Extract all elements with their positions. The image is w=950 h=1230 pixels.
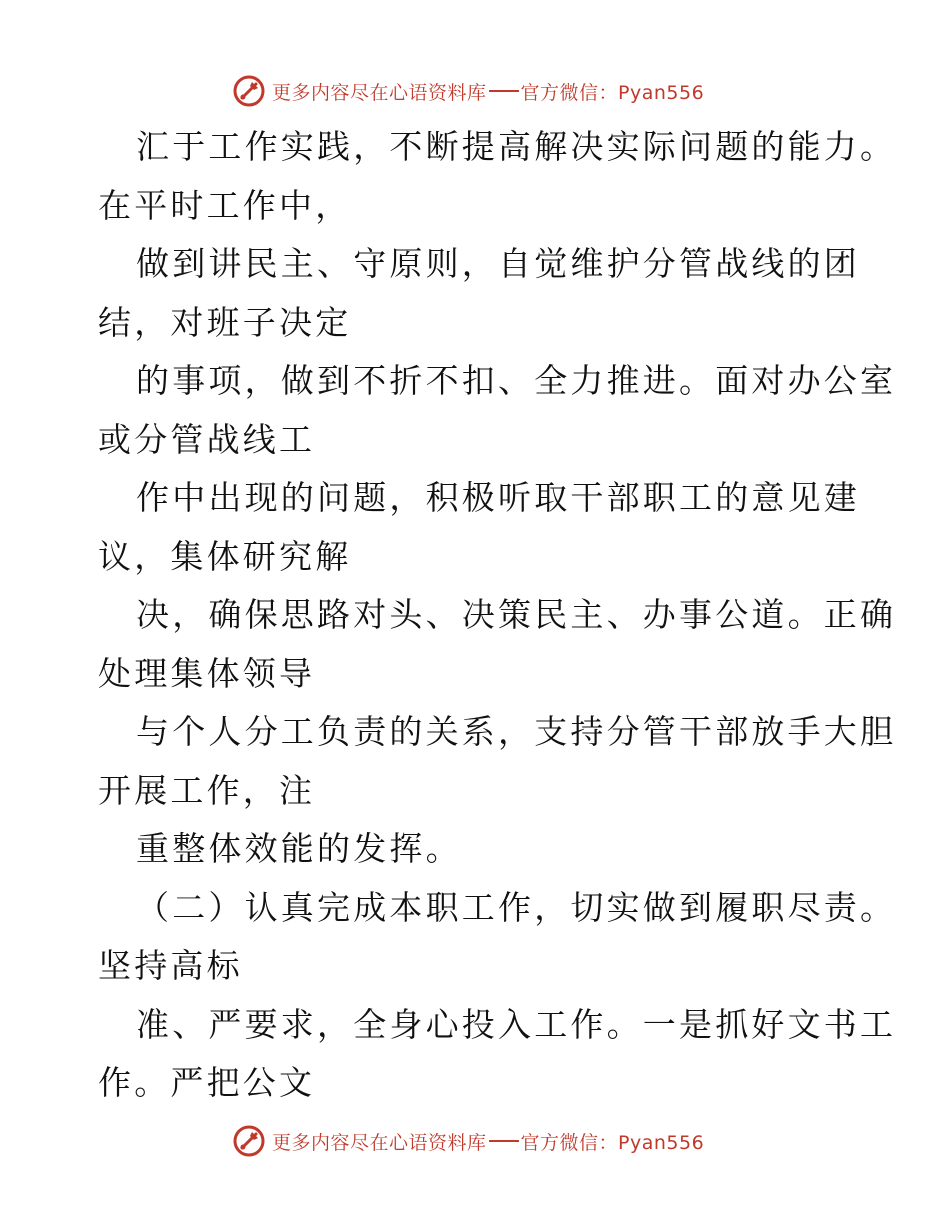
text-line: 坚持高标 [98, 946, 243, 985]
watermark-dash [489, 1140, 519, 1142]
logo-icon [232, 1124, 266, 1158]
text-line: 准、严要求，全身心投入工作。一是抓好文书工 [136, 1004, 897, 1044]
text-line: 议，集体研究解 [98, 536, 352, 576]
header-watermark [232, 74, 704, 108]
watermark-dash [489, 90, 519, 92]
text-line: 开展工作，注 [98, 770, 316, 810]
text-line: 决，确保思路对头、决策民主、办事公道。正确 [136, 595, 897, 634]
text-line: 作中出现的问题，积极听取干部职工的意见建 [136, 478, 860, 517]
watermark-text: 更多内容尽在心语资料库 [272, 81, 487, 104]
logo-icon [232, 74, 266, 108]
text-line: 重整体效能的发挥。 [136, 829, 462, 868]
text-line: 的事项，做到不折不扣、全力推进。面对办公室 [136, 361, 897, 400]
text-line: 结，对班子决定 [98, 302, 352, 342]
watermark-text: 更多内容尽在心语资料库 [272, 1131, 487, 1154]
text-line: 或分管战线工 [98, 419, 316, 459]
watermark-wechat: 官方微信：Pyan556 [520, 1131, 705, 1154]
text-line: （二）认真完成本职工作，切实做到履职尽责。 [136, 887, 897, 927]
footer-watermark [232, 1124, 704, 1158]
text-line: 与个人分工负责的关系，支持分管干部放手大胆 [136, 712, 897, 751]
text-line: 在平时工作中， [98, 185, 352, 225]
document-body [98, 118, 897, 1113]
text-line: 作。严把公文 [98, 1063, 316, 1102]
text-line: 汇于工作实践，不断提高解决实际问题的能力。 [136, 127, 897, 166]
text-line: 做到讲民主、守原则，自觉维护分管战线的团 [136, 244, 860, 283]
text-line: 处理集体领导 [98, 653, 316, 693]
watermark-wechat: 官方微信：Pyan556 [520, 81, 705, 104]
